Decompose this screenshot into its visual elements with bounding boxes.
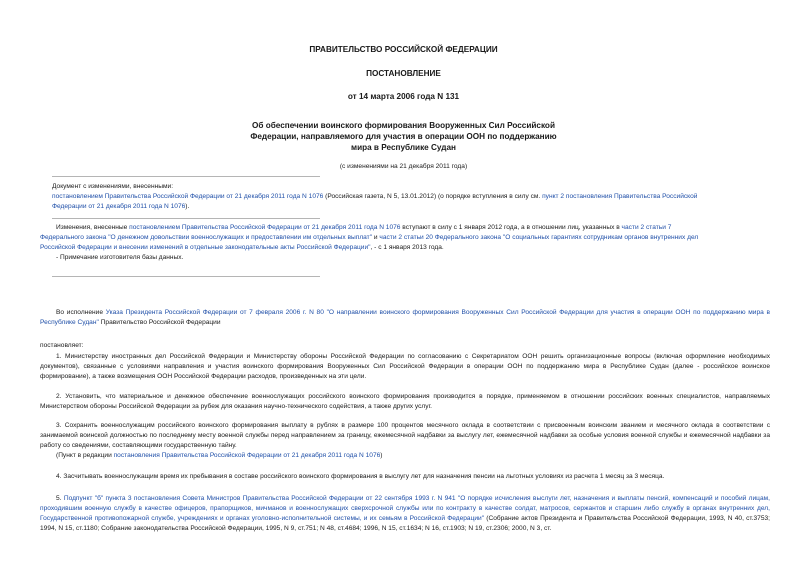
entry-into-force-link-cont[interactable]: Федерации от 21 декабря 2011 года N 1076 <box>52 203 186 210</box>
date-line: от 14 марта 2006 года N 131 <box>347 92 460 101</box>
divider <box>52 218 320 219</box>
item-5 <box>40 494 770 534</box>
item-4: 4. Засчитывать военнослужащим время их пребывания в составе российского воинского формирования в выслугу лет для назначения пенсии на льготных условиях из расчета 1 месяц за 3 месяца. <box>56 473 665 480</box>
item-3-note-link[interactable]: постановления Правительства Российской Федерации от 21 декабря 2011 года N 1076 <box>113 452 381 459</box>
item-3: 3. Сохранить военнослужащим российского воинского формирования выплату в рублях в размере 100 процентов месячного оклада в соответствии с присвоенным воинским званием и месячного оклада в соответствии с занимаемой воинской должностью по последнему месту военной службы перед направлением за границу, ежемесячной надбавки за выслугу лет, ежемесячной надбавки за особые условия военной службы и ежемесячной надбавки за работу со сведениями, составляющими государственную тайну. <box>40 422 770 449</box>
divider <box>52 276 320 277</box>
title-line-3: мира в Республике Судан <box>351 143 456 152</box>
amend-link-2[interactable]: части 2 статьи 7 <box>621 224 672 231</box>
item-3-note-text: (Пункт в редакции <box>56 452 114 459</box>
preamble-text-2: Правительство Российской Федерации <box>98 319 221 326</box>
amend-link-3-cont[interactable]: Российской Федерации и внесении изменений в отдельные законодательные акты Российской Федерации" <box>40 244 371 251</box>
changes-block <box>52 182 772 212</box>
item-5-number: 5. <box>56 495 64 502</box>
doc-type-heading: ПОСТАНОВЛЕНИЕ <box>366 69 441 78</box>
db-note: - Примечание изготовителя базы данных. <box>56 254 184 261</box>
amend-link-1[interactable]: постановлением Правительства Российской Федерации от 21 декабря 2011 года N 1076 <box>129 224 401 231</box>
amend-text-2: вступают в силу с 1 января 2012 года, а в отношении лиц, указанных в <box>400 224 622 231</box>
changes-end-text: ). <box>185 203 190 210</box>
amend-text-1: Изменения, внесенные <box>56 224 130 231</box>
amendment-note <box>40 223 770 263</box>
title-line-1: Об обеспечении воинского формирования Вооруженных Сил Российской <box>252 121 555 130</box>
item-5-text: (Собрание актов Президента и Правительства Российской Федерации, 1993, N 40, ст.3753; 1994, N 15, ст.1180; Собрание законодательства Российской Федерации, 1995, N 9, ст.751; N 48, ст.4684; 1996, N 15, ст.1634; N 16, ст.1903; N 19, ст.2306; 2000, N 3, ст. <box>40 515 770 532</box>
item-3-note-end: ) <box>380 452 383 459</box>
org-heading: ПРАВИТЕЛЬСТВО РОССИЙСКОЙ ФЕДЕРАЦИИ <box>309 45 498 54</box>
preamble-text-1: Во исполнение <box>56 309 106 316</box>
divider <box>52 176 320 177</box>
entry-into-force-link[interactable]: пункт 2 постановления Правительства Российской <box>542 193 698 200</box>
amend-text-3: и <box>372 234 380 241</box>
item-3-note <box>40 451 770 461</box>
edition-note: (с изменениями на 21 декабря 2011 года) <box>339 163 468 170</box>
amendment-link[interactable]: постановлением Правительства Российской Федерации от 21 декабря 2011 года N 1076 <box>52 193 324 200</box>
decides-label: постановляет: <box>40 342 84 349</box>
item-2: 2. Установить, что материальное и денежное обеспечение военнослужащих российского воинского формирования производится в порядке, применяемом в отношении российских военных специалистов, направляемых Министерством обороны Российской Федерации за рубеж для оказания научно-технического содействия, а также других услуг. <box>40 393 770 410</box>
item-5-link[interactable]: Подпункт "б" пункта 3 постановления Совета Министров Правительства Российской Федерации от 22 сентября 1993 г. N 941 "О порядке исчисления выслуги лет, назначения и выплаты пенсий, компенсаций и пособий лицам, проходившим военную службу в качестве офицеров, прапорщиков, мичманов и военнослужащих сверхсрочной службы или по контракту в качестве солдат, матросов, сержантов и старшин либо службу в органах внутренних дел, Государственной противопожарной службе, учреждениях и органах уголовно-исполнительной системы, и их семьям в Российской Федерации" <box>40 495 770 522</box>
amend-text-4: , - с 1 января 2013 года. <box>370 244 444 251</box>
changes-source-text: (Российская газета, N 5, 13.01.2012) (о порядке вступления в силу см. <box>323 193 543 200</box>
preamble <box>40 308 770 328</box>
amend-link-3[interactable]: части 2 статьи 20 Федерального закона "О социальных гарантиях сотрудникам органов внутренних дел <box>379 234 699 241</box>
changes-intro: Документ с изменениями, внесенными: <box>52 183 174 190</box>
item-1: 1. Министерству иностранных дел Российской Федерации и Министерству обороны Российской Федерации по согласованию с Секретариатом ООН решить организационные вопросы (включая оформление необходимых документов), связанные с условиями направления и участия воинского формирования Вооруженных Сил Российской Федерации в операции ООН по поддержанию мира в Республике Судан (далее - российское воинское формирование), а также возмещения ООН Российской Федерации расходов, произведенных на эти цели. <box>40 353 770 380</box>
decree-link-cont[interactable]: поддержанию мира в Республике Судан" <box>40 309 770 326</box>
document-title <box>0 120 807 153</box>
amend-link-2-cont[interactable]: Федерального закона "О денежном довольствии военнослужащих и предоставлении им отдельных выплат" <box>40 234 373 241</box>
decree-link[interactable]: Указа Президента Российской Федерации от 7 февраля 2006 г. N 80 "О направлении воинского формирования Вооруженных Сил Российской Федерации для участия в операции ООН по <box>105 309 701 316</box>
title-line-2: Федерации, направляемого для участия в операции ООН по поддержанию <box>250 132 557 141</box>
